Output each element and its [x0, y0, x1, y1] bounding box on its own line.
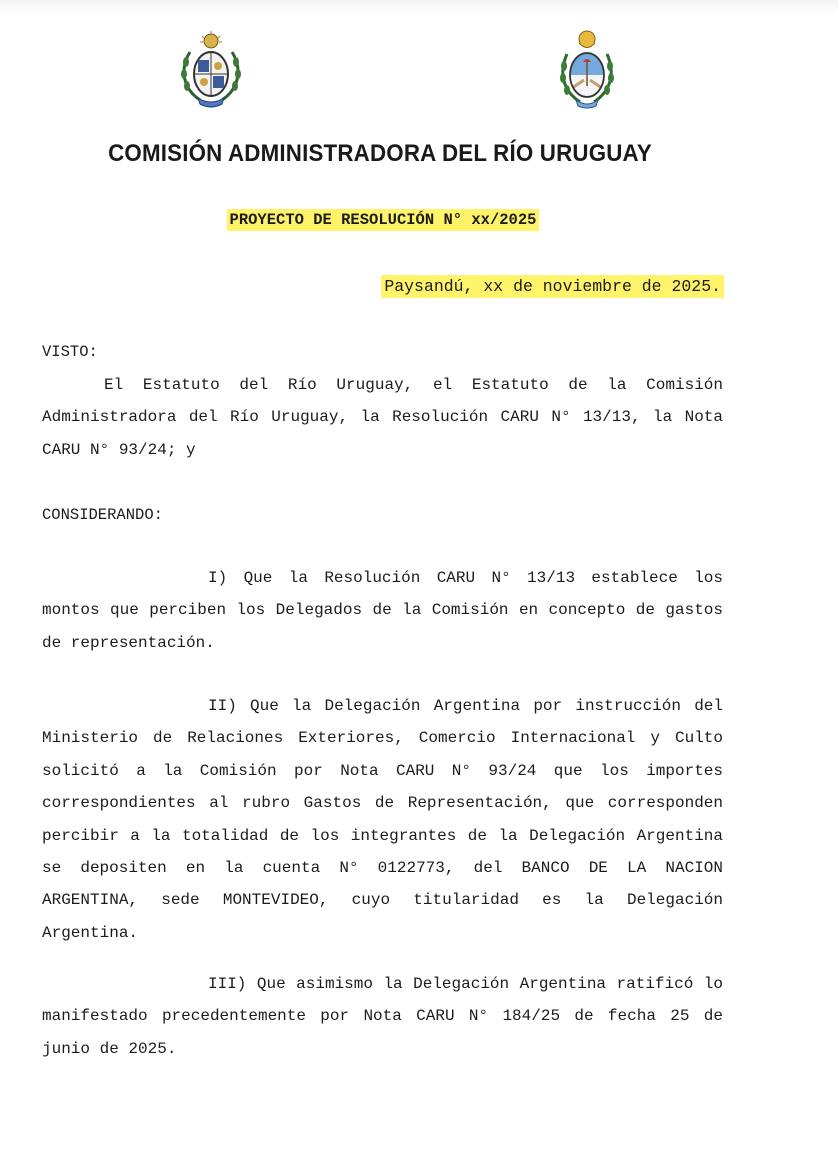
place-date-highlight: Paysandú, xx de noviembre de 2025. [381, 275, 724, 298]
resolution-number [0, 211, 766, 229]
resolution-number-highlight: PROYECTO DE RESOLUCIÓN N° xx/2025 [227, 209, 540, 231]
place-and-date [381, 277, 724, 296]
considerando-item-1: I) Que la Resolución CARU N° 13/13 establece los montos que perciben los Delegados de la Comisión en concepto de gastos de representación. [42, 569, 723, 652]
visto-paragraph: El Estatuto del Río Uruguay, el Estatuto de la Comisión Administradora del Río Uruguay, la Resolución CARU N° 13/13, la Nota CARU N° 93/24; y [42, 376, 723, 459]
uruguay-coat-of-arms-emblem [178, 30, 244, 110]
considerando-item-3: III) Que asimismo la Delegación Argentina ratificó lo manifestado precedentemente por Nota CARU N° 184/25 de fecha 25 de junio de 2025. [42, 975, 723, 1058]
considerando-heading: CONSIDERANDO: [42, 506, 163, 524]
visto-heading: VISTO: [42, 343, 98, 361]
considerando-item-2: II) Que la Delegación Argentina por instrucción del Ministerio de Relaciones Exteriores, Comercio Internacional y Culto solicitó a la Comisión por Nota CARU N° 93/24 que los importes correspondientes al rubro Gastos de Representación, que corresponden percibir a la totalidad de los integrantes de la Delegación Argentina se depositen en la cuenta N° 0122773, del BANCO DE LA NACION ARGENTINA, sede MONTEVIDEO, cuyo titularidad es la Delegación Argentina. [42, 697, 723, 942]
argentina-coat-of-arms-emblem [558, 28, 616, 110]
commission-title: COMISIÓN ADMINISTRADORA DEL RÍO URUGUAY [108, 140, 652, 167]
